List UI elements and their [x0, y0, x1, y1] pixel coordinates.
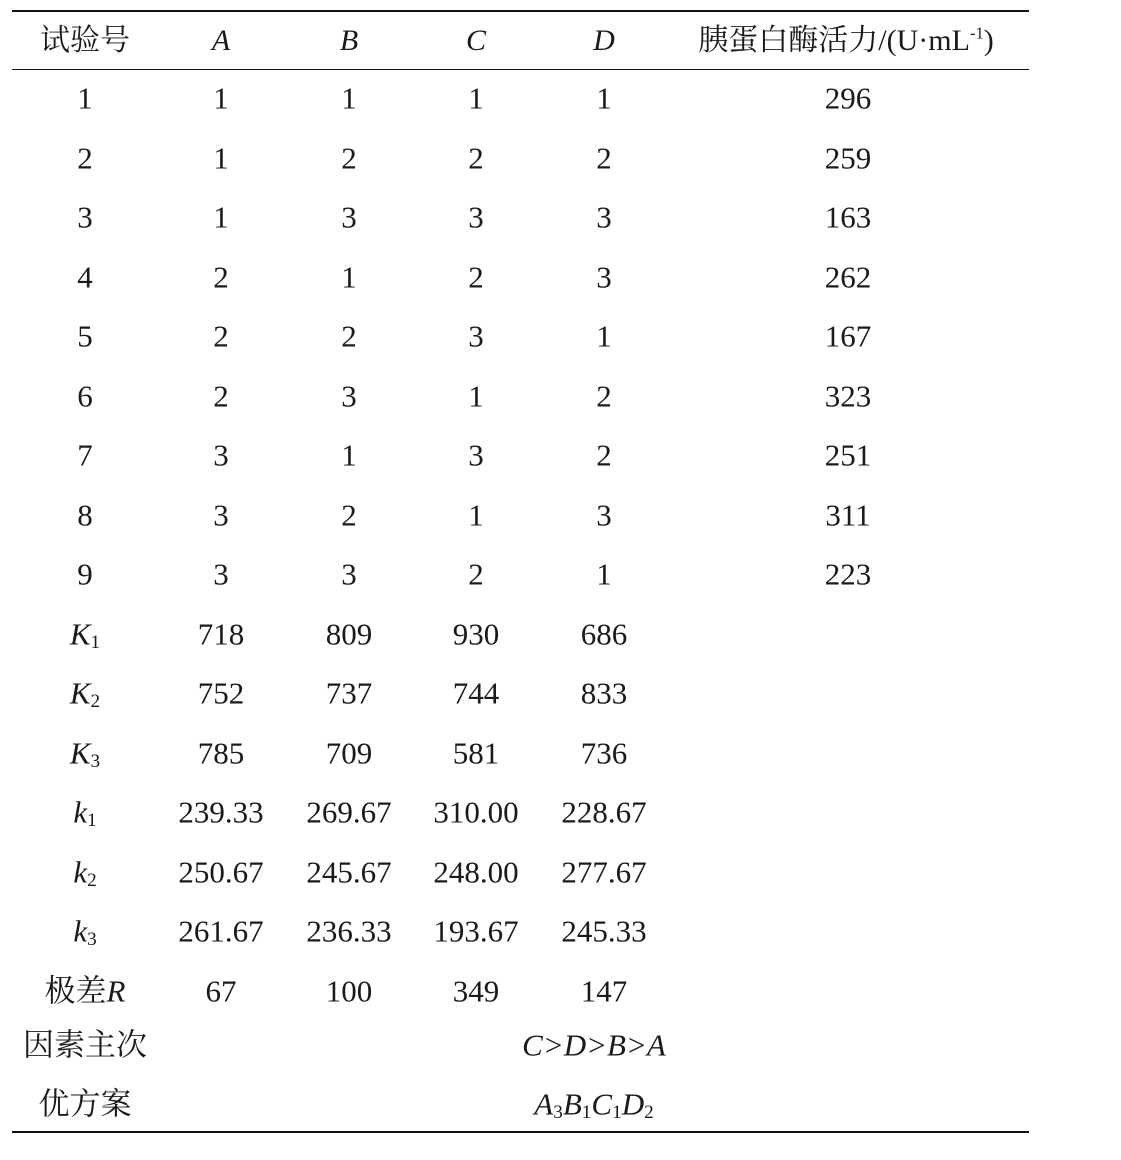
optimal-factor-level: 1 [581, 1101, 592, 1123]
range-factor-a-cell: 67 [205, 973, 237, 1008]
stat-label-cell [69, 675, 101, 712]
activity-value-cell: 223 [824, 556, 872, 592]
trial-number-cell: 2 [77, 140, 93, 175]
factor-c-level-cell: 1 [468, 80, 484, 116]
stat-subscript: 2 [90, 690, 101, 712]
trial-number-cell: 6 [77, 378, 93, 413]
stat-factor-a-cell: 250.67 [178, 854, 264, 889]
range-label-cell [45, 975, 126, 1006]
factor-b-level-cell: 2 [341, 497, 357, 532]
factor-b-level-cell: 3 [341, 378, 357, 413]
trial-number-cell: 3 [77, 199, 93, 235]
factor-d-level-cell: 3 [596, 199, 612, 235]
factor-c-level-cell: 3 [468, 318, 484, 354]
factor-d-level-cell: 2 [596, 378, 612, 413]
factor-a-level-cell: 3 [213, 556, 229, 592]
factor-c-level-cell: 1 [468, 497, 484, 532]
header-factor-b: B [339, 24, 359, 57]
factor-c-level-cell: 1 [468, 378, 484, 413]
stat-factor-d-cell: 833 [580, 675, 628, 711]
trial-number-cell: 4 [77, 259, 93, 294]
trial-number-cell: 1 [77, 80, 93, 116]
header-activity-label: 胰蛋白酶活力/(U·mL [698, 24, 970, 57]
header-factor-d: D [593, 24, 615, 57]
factor-b-level-cell: 1 [341, 437, 357, 473]
optimal-factor-level: 3 [553, 1101, 563, 1123]
stat-factor-b-cell: 245.67 [306, 854, 392, 889]
activity-value-cell: 251 [824, 437, 872, 473]
stat-factor-a-cell: 239.33 [178, 794, 264, 830]
stat-factor-a-cell: 752 [197, 675, 245, 711]
stat-symbol: k [73, 854, 88, 889]
factor-c-level-cell: 2 [468, 259, 484, 294]
activity-value-cell: 262 [824, 259, 872, 294]
stat-subscript: 2 [87, 869, 97, 891]
factor-d-level-cell: 3 [596, 497, 612, 532]
factor-d-level-cell: 2 [596, 437, 612, 473]
stat-factor-a-cell: 718 [197, 616, 245, 651]
table-bottom-rule [12, 1131, 1029, 1133]
header-activity [698, 23, 994, 57]
factor-a-level-cell: 3 [213, 437, 229, 473]
stat-factor-b-cell: 709 [325, 735, 373, 770]
header-activity-close: ) [983, 24, 994, 57]
stat-factor-b-cell: 269.67 [306, 794, 392, 830]
factor-d-level-cell: 2 [596, 140, 612, 175]
stat-symbol: K [69, 675, 91, 711]
stat-factor-b-cell: 236.33 [306, 913, 392, 949]
stat-label-cell [69, 616, 101, 653]
activity-value-cell: 259 [824, 140, 872, 175]
stat-subscript: 1 [87, 809, 97, 831]
optimal-scheme-label: 优方案 [38, 1086, 132, 1122]
factor-a-level-cell: 3 [213, 497, 229, 532]
stat-label-cell [73, 854, 97, 891]
factor-order-label: 因素主次 [23, 1027, 147, 1063]
optimal-scheme-value [534, 1086, 654, 1123]
factor-b-level-cell: 2 [341, 140, 357, 175]
activity-value-cell: 311 [825, 497, 871, 532]
optimal-factor-symbol: A [534, 1086, 554, 1122]
factor-order-value: C>D>B>A [522, 1027, 666, 1063]
stat-factor-d-cell: 228.67 [561, 794, 647, 830]
stat-label-cell [73, 913, 97, 950]
stat-factor-c-cell: 248.00 [433, 854, 519, 889]
optimal-factor-level: 2 [644, 1101, 654, 1123]
trial-number-cell: 8 [77, 497, 93, 532]
activity-value-cell: 296 [824, 80, 872, 116]
activity-value-cell: 167 [824, 318, 872, 354]
factor-d-level-cell: 1 [596, 80, 612, 116]
header-trial: 试验号 [40, 24, 130, 57]
factor-a-level-cell: 1 [213, 80, 229, 116]
factor-a-level-cell: 1 [213, 199, 229, 235]
optimal-factor-level: 1 [612, 1101, 622, 1123]
stat-factor-c-cell: 193.67 [433, 913, 519, 949]
factor-d-level-cell: 3 [596, 259, 612, 294]
stat-factor-d-cell: 277.67 [561, 854, 647, 889]
optimal-factor-symbol: C [591, 1086, 613, 1122]
stat-factor-a-cell: 785 [197, 735, 245, 770]
stat-factor-c-cell: 310.00 [433, 794, 519, 830]
stat-symbol: K [69, 616, 91, 651]
factor-d-level-cell: 1 [596, 318, 612, 354]
factor-a-level-cell: 1 [213, 140, 229, 175]
factor-a-level-cell: 2 [213, 259, 229, 294]
factor-b-level-cell: 2 [341, 318, 357, 354]
factor-a-level-cell: 2 [213, 318, 229, 354]
stat-factor-c-cell: 744 [452, 675, 500, 711]
trial-number-cell: 9 [77, 556, 93, 592]
range-symbol: R [106, 973, 126, 1008]
stat-symbol: k [73, 794, 88, 830]
header-activity-exponent: -1 [969, 23, 984, 43]
stat-factor-d-cell: 245.33 [561, 913, 647, 949]
factor-b-level-cell: 1 [341, 259, 357, 294]
header-factor-a: A [211, 24, 231, 57]
factor-c-level-cell: 3 [468, 199, 484, 235]
stat-factor-b-cell: 737 [325, 675, 373, 711]
trial-number-cell: 7 [77, 437, 93, 473]
range-factor-d-cell: 147 [580, 973, 628, 1008]
trial-number-cell: 5 [77, 318, 93, 354]
factor-b-level-cell: 3 [341, 556, 357, 592]
activity-value-cell: 163 [824, 199, 872, 235]
stat-label-cell [73, 794, 97, 831]
factor-c-level-cell: 2 [468, 140, 484, 175]
table-top-rule [12, 10, 1029, 12]
stat-factor-b-cell: 809 [325, 616, 373, 651]
stat-symbol: K [69, 735, 91, 770]
stat-subscript: 3 [87, 928, 97, 950]
range-label-text: 极差 [44, 973, 107, 1008]
factor-c-level-cell: 2 [468, 556, 484, 592]
stat-factor-a-cell: 261.67 [178, 913, 264, 949]
factor-d-level-cell: 1 [596, 556, 612, 592]
stat-factor-c-cell: 581 [452, 735, 500, 770]
stat-factor-d-cell: 686 [580, 616, 628, 651]
table-header-rule [12, 69, 1029, 70]
header-factor-c: C [465, 24, 487, 57]
optimal-factor-symbol: B [562, 1086, 582, 1122]
activity-value-cell: 323 [824, 378, 872, 413]
factor-b-level-cell: 1 [341, 80, 357, 116]
factor-a-level-cell: 2 [213, 378, 229, 413]
range-factor-c-cell: 349 [452, 973, 500, 1008]
stat-label-cell [69, 735, 101, 772]
stat-subscript: 3 [90, 750, 101, 772]
stat-factor-d-cell: 736 [580, 735, 628, 770]
stat-subscript: 1 [90, 631, 101, 653]
range-factor-b-cell: 100 [325, 973, 373, 1008]
factor-c-level-cell: 3 [468, 437, 484, 473]
optimal-factor-symbol: D [621, 1086, 645, 1122]
stat-factor-c-cell: 930 [452, 616, 500, 651]
stat-symbol: k [73, 913, 88, 949]
factor-b-level-cell: 3 [341, 199, 357, 235]
